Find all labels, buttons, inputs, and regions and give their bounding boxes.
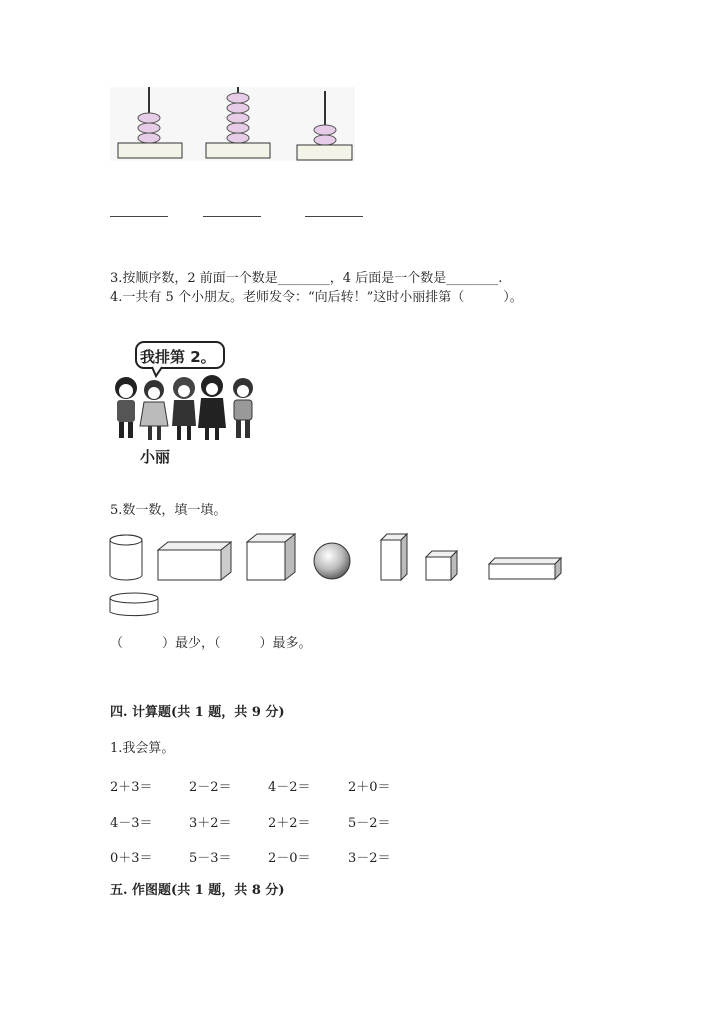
kid-4 — [198, 375, 226, 440]
calc-item: 2＋3＝ — [110, 780, 153, 795]
calc-item: 5－2＝ — [348, 816, 391, 831]
speech-bubble-text: 我排第 2。 — [140, 348, 216, 366]
section-4-question-1: 1.我会算。 — [110, 741, 175, 756]
kid-3 — [172, 377, 196, 440]
cuboid-shape-3 — [489, 558, 561, 579]
answer-blank-1[interactable] — [110, 216, 168, 217]
kid-1 — [115, 377, 137, 438]
answer-blank-2[interactable] — [203, 216, 261, 217]
section-4-title: 四. 计算题(共 1 题，共 9 分) — [110, 705, 285, 720]
question-4: 4.一共有 5 个小朋友。老师发令：“向后转！”这时小丽排第（ ）。 — [110, 290, 523, 305]
cylinder-shape — [110, 535, 142, 580]
question-3: 3.按顺序数，2 前面一个数是________，4 后面是一个数是________. — [110, 271, 503, 286]
section-5-title: 五. 作图题(共 1 题，共 8 分) — [110, 883, 285, 898]
shapes-figure — [105, 530, 575, 620]
calc-item: 0＋3＝ — [110, 851, 153, 866]
calc-item: 2＋2＝ — [268, 816, 311, 831]
abacus-figure — [105, 85, 365, 165]
kids-illustration — [108, 338, 268, 468]
calc-item: 2－0＝ — [268, 851, 311, 866]
sphere-shape — [314, 543, 350, 579]
calc-item: 4－2＝ — [268, 780, 311, 795]
kid-2 — [140, 380, 168, 440]
cylinder-shape-2 — [110, 593, 158, 616]
cuboid-shape-2 — [381, 534, 407, 580]
answer-blank-3[interactable] — [305, 216, 363, 217]
cube-shape-2 — [426, 551, 457, 580]
cube-shape-1 — [247, 534, 295, 580]
calc-item: 2＋0＝ — [348, 780, 391, 795]
calc-item: 2－2＝ — [189, 780, 232, 795]
calc-item: 3－2＝ — [348, 851, 391, 866]
question-5-fill: （ ）最少，（ ）最多。 — [110, 636, 312, 651]
cuboid-shape-1 — [158, 542, 231, 580]
calc-item: 4－3＝ — [110, 816, 153, 831]
question-5: 5.数一数，填一填。 — [110, 503, 227, 518]
calc-item: 5－3＝ — [189, 851, 232, 866]
xiaoli-caption: 小丽 — [140, 448, 171, 466]
calc-item: 3＋2＝ — [189, 816, 232, 831]
kid-5 — [233, 378, 253, 438]
